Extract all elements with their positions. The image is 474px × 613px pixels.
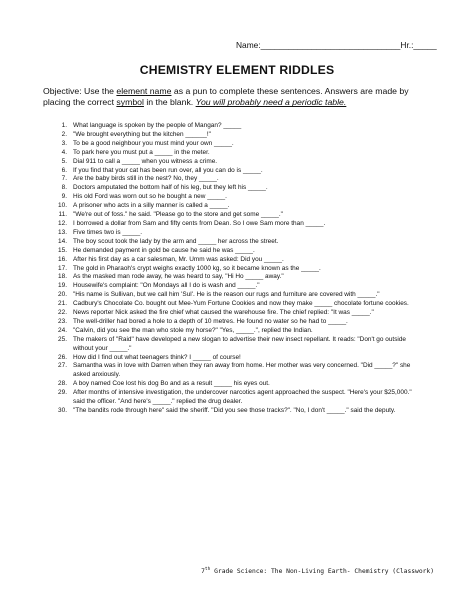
riddle-item <box>53 211 423 220</box>
riddle-text: If you find that your cat has been run over, all you can do is _____. <box>73 166 263 174</box>
objective-paragraph <box>43 86 435 109</box>
riddle-item <box>53 131 423 140</box>
riddle-number: 18. <box>58 273 67 281</box>
riddle-text: How did I find out what teenagers think? I _____ of course! <box>73 353 241 361</box>
objective-text-1: Objective: Use the <box>43 86 117 96</box>
riddle-number: 3. <box>61 139 67 147</box>
riddle-text: To park here you must put a _____ in the meter. <box>73 148 210 156</box>
riddle-item <box>53 158 423 167</box>
riddle-text: The makers of "Raid" have developed a new slogan to advertise their new insect repellant. It reads: "Don't go outside without your _____." <box>73 335 407 352</box>
riddle-number: 25. <box>58 335 67 343</box>
riddle-item <box>53 167 423 176</box>
riddle-text: A boy named Coe lost his dog Bo and as a result _____ his eyes out. <box>73 380 270 388</box>
riddle-text: "His name is Sullivan, but we call him 'Sul'. He is the reason our rugs and furniture are covered with _____." <box>73 291 380 299</box>
riddle-item <box>53 362 423 380</box>
riddle-number: 13. <box>58 228 67 236</box>
riddle-number: 24. <box>58 326 67 334</box>
riddle-text: Samantha was in love with Darren when they ran away from home. Her mother was very concerned. "Did _____?" she asked anxiously. <box>73 362 411 379</box>
riddle-item <box>53 238 423 247</box>
riddle-text: Doctors amputated the bottom half of his leg, but they left his _____. <box>73 184 268 192</box>
riddle-number: 1. <box>61 122 67 129</box>
riddle-number: 15. <box>58 246 67 254</box>
riddle-item <box>53 220 423 229</box>
riddle-item <box>53 282 423 291</box>
riddle-text: I borrowed a dollar from Sam and fifty cents from Dean. So I owe Sam more than _____. <box>73 219 326 227</box>
riddle-number: 4. <box>61 148 67 156</box>
riddle-number: 19. <box>58 282 67 290</box>
riddle-number: 9. <box>61 193 67 201</box>
riddle-text: News reporter Nick asked the fire chief what caused the warehouse fire. The chief replied: "It was _____." <box>73 309 374 317</box>
riddle-number: 2. <box>61 130 67 138</box>
riddle-text: After his first day as a car salesman, Mr. Umm was asked: Did you _____. <box>73 255 284 263</box>
riddle-number: 6. <box>61 166 67 174</box>
riddle-text: "The bandits rode through here" said the sheriff. "Did you see those tracks?". "No, I don't _____." said the deputy. <box>73 407 396 414</box>
riddle-text: Are the baby birds still in the nest? No, they _____. <box>73 175 219 183</box>
riddle-text: The well-driller had bored a hole to a depth of 10 metres. He found no water so he had to _____. <box>73 317 348 325</box>
page-footer <box>201 567 434 575</box>
riddle-number: 27. <box>58 362 67 370</box>
riddle-number: 20. <box>58 291 67 299</box>
riddle-text: What language is spoken by the people of Mangan? _____ <box>73 122 242 129</box>
objective-text-2: as a pun to complete these sentences. Answers are made by placing the correct <box>43 86 409 108</box>
riddle-text: The gold in Pharaoh's crypt weighs exactly 1000 kg, so it became known as the _____. <box>73 264 321 272</box>
riddle-item <box>53 265 423 274</box>
riddle-number: 23. <box>58 317 67 325</box>
riddle-number: 8. <box>61 184 67 192</box>
page-title: CHEMISTRY ELEMENT RIDDLES <box>139 63 335 77</box>
riddle-item <box>53 336 423 354</box>
riddle-item <box>53 247 423 256</box>
riddle-text: His old Ford was worn out so he bought a new _____. <box>73 193 227 201</box>
riddle-list <box>53 122 423 416</box>
riddle-item <box>53 229 423 238</box>
footer-text: Grade Science: The Non-Living Earth- Chemistry (Classwork) <box>210 568 434 576</box>
riddle-number: 12. <box>58 219 67 227</box>
riddle-item <box>53 389 423 407</box>
riddle-item <box>53 291 423 300</box>
riddle-text: "Calvin, did you see the man who stole my horse?" "Yes, _____.", replied the Indian. <box>73 326 313 334</box>
riddle-number: 22. <box>58 309 67 317</box>
riddle-number: 26. <box>58 353 67 361</box>
riddle-number: 5. <box>61 157 67 165</box>
objective-element-name: element name <box>116 86 172 96</box>
riddle-number: 30. <box>58 407 67 414</box>
riddle-item <box>53 407 423 416</box>
riddle-text: "We brought everything but the kitchen ______!" <box>73 130 211 138</box>
riddle-number: 17. <box>58 264 67 272</box>
footer-grade: 7 <box>201 568 205 576</box>
footer-ordinal: th <box>204 567 211 572</box>
riddle-number: 28. <box>58 380 67 388</box>
riddle-text: Dial 911 to call a _____ when you witness a crime. <box>73 157 218 165</box>
riddle-item <box>53 193 423 202</box>
objective-text-3: in the blank. <box>143 97 196 108</box>
riddle-item <box>53 309 423 318</box>
riddle-text: After months of intensive investigation, the undercover narcotics agent approached the suspect. "Here's your $25,000." said the officer. "And here's _____." replied the drug dealer. <box>73 389 412 406</box>
riddle-item <box>53 327 423 336</box>
riddle-item <box>53 273 423 282</box>
riddle-item <box>53 149 423 158</box>
riddle-number: 7. <box>61 175 67 183</box>
riddle-text: A prisoner who acts in a silly manner is called a _____. <box>73 202 230 210</box>
riddle-item <box>53 380 423 389</box>
riddle-item <box>53 202 423 211</box>
riddle-text: Cadbury's Chocolate Co. bought out Mee-Yum Fortune Cookies and now they make _____ chocolate fortune cookies. <box>73 300 409 308</box>
riddle-item <box>53 256 423 265</box>
riddle-text: To be a good neighbour you must mind your own _____. <box>73 139 234 147</box>
riddle-item <box>53 184 423 193</box>
riddle-text: The boy scout took the lady by the arm and _____ her across the street. <box>73 237 279 245</box>
riddle-item <box>53 175 423 184</box>
riddle-number: 14. <box>58 237 67 245</box>
riddle-item <box>53 318 423 327</box>
name-hour-line: Name:______________________________Hr.:_____ <box>236 40 437 50</box>
riddle-text: As the masked man rode away, he was heard to say, "Hi Ho _____ away." <box>73 273 284 281</box>
riddle-item <box>53 300 423 309</box>
riddle-text: "We're out of foss." he said. "Please go to the store and get some _____." <box>73 211 283 219</box>
riddle-item <box>53 122 423 131</box>
riddle-item <box>53 140 423 149</box>
riddle-number: 10. <box>58 202 67 210</box>
riddle-number: 21. <box>58 300 67 308</box>
riddle-number: 29. <box>58 389 67 397</box>
riddle-number: 11. <box>58 211 67 219</box>
riddle-text: Five times two is _____. <box>73 228 143 236</box>
objective-note: You will probably need a periodic table. <box>195 97 347 108</box>
riddle-item <box>53 354 423 363</box>
objective-symbol: symbol <box>116 97 144 108</box>
riddle-text: Housewife's complaint: "On Mondays all I do is wash and _____." <box>73 282 260 290</box>
riddle-text: He demanded payment in gold be cause he said he was _____. <box>73 246 255 254</box>
riddle-number: 16. <box>58 255 67 263</box>
